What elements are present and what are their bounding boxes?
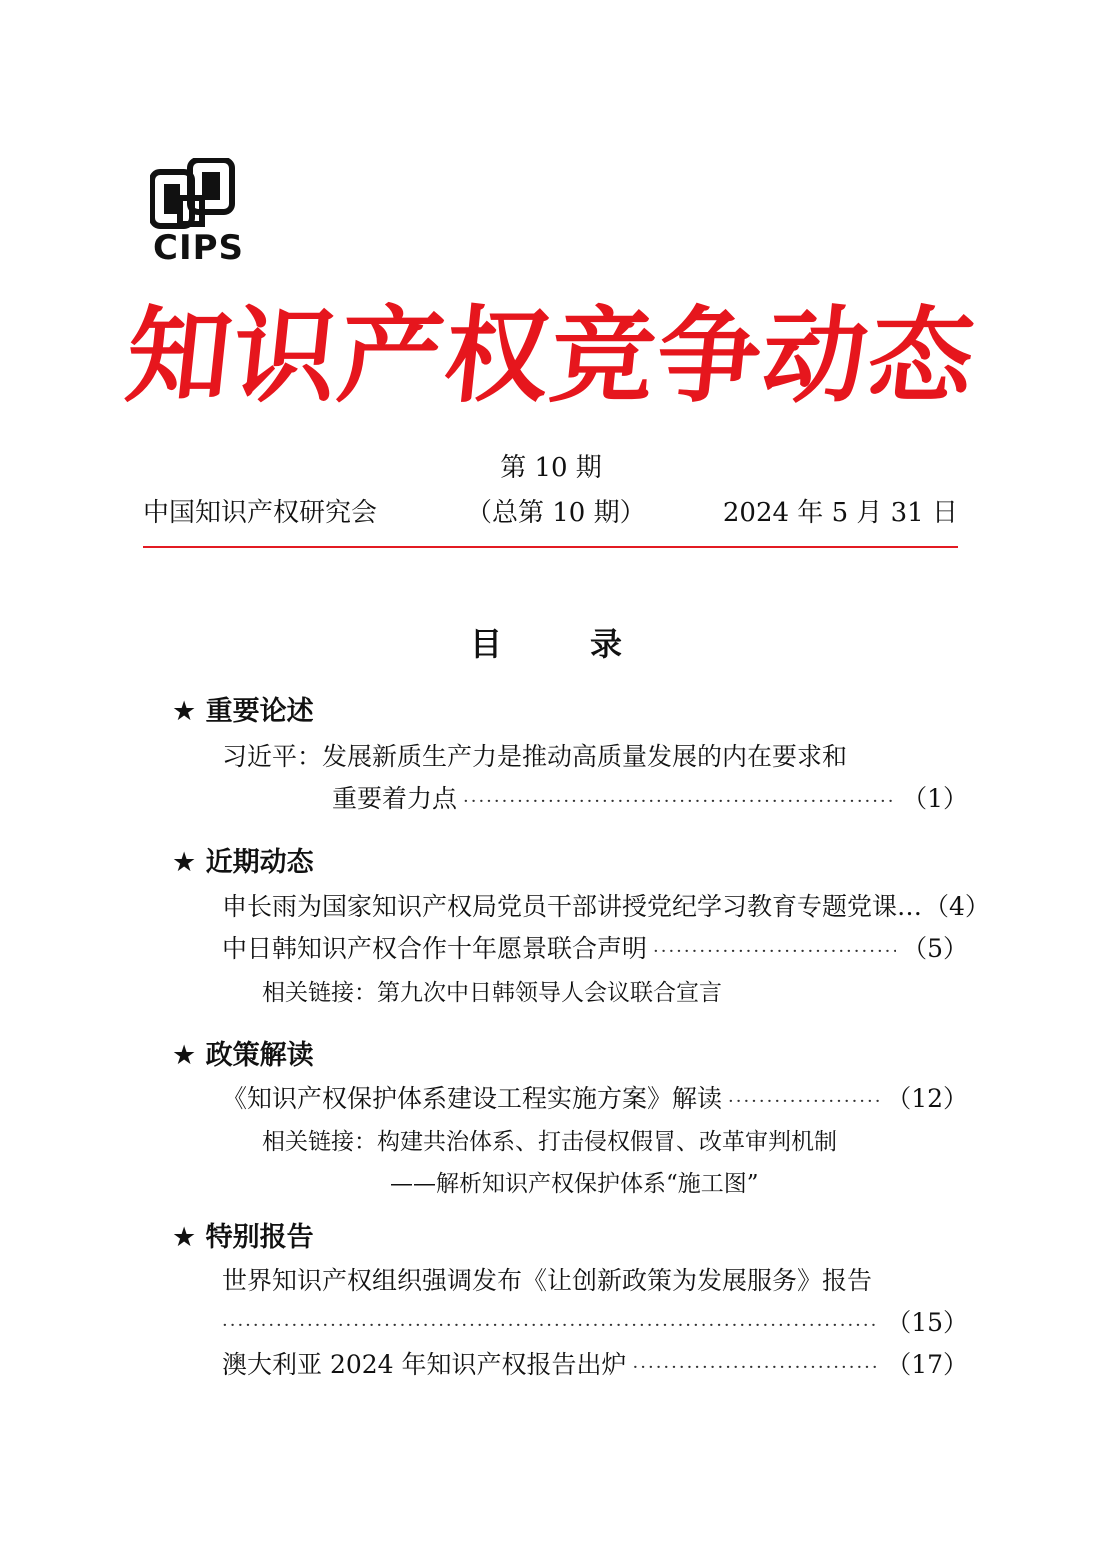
related-link[interactable]: 相关链接：第九次中日韩领导人会议联合宣言 — [262, 980, 722, 1006]
toc-entry-text: 《知识产权保护体系建设工程实施方案》解读 — [222, 1084, 723, 1113]
total-issue: （总第 10 期） — [466, 498, 646, 528]
toc-title — [470, 622, 622, 666]
leader-dots — [222, 1306, 880, 1346]
page-number: （5） — [902, 934, 968, 963]
related-link-continuation[interactable]: ——解析知识产权保护体系“施工图” — [390, 1171, 759, 1197]
toc-entry[interactable] — [332, 779, 968, 819]
toc-entry-text: 申长雨为国家知识产权局党员干部讲授党纪学习教育专题党课… — [222, 892, 923, 921]
toc-title-part2: 录 — [590, 625, 623, 663]
toc-entry-text[interactable]: 世界知识产权组织强调发布《让创新政策为发展服务》报告 — [222, 1266, 873, 1295]
toc-entry-line1[interactable]: 习近平：发展新质生产力是推动高质量发展的内在要求和 — [222, 742, 848, 771]
toc-entry[interactable] — [222, 1303, 968, 1343]
publisher: 中国知识产权研究会 — [143, 498, 378, 528]
toc-entry[interactable] — [222, 1079, 968, 1119]
toc-title-part1: 目 — [470, 625, 503, 663]
leader-dots — [633, 1348, 881, 1388]
page-number: （12） — [886, 1084, 968, 1113]
toc-entry[interactable] — [222, 887, 990, 927]
page-number: （1） — [902, 784, 968, 813]
section-heading-policy: ★ 政策解读 — [172, 1040, 314, 1071]
leader-dots — [728, 1082, 880, 1122]
cips-logo — [150, 158, 236, 230]
red-divider — [143, 546, 958, 548]
page-number: （15） — [886, 1308, 968, 1337]
toc-entry-text: 中日韩知识产权合作十年愿景联合声明 — [222, 934, 648, 963]
issue-number: 第 10 期 — [500, 453, 602, 483]
page-number: （4） — [924, 892, 990, 921]
section-heading-recent: ★ 近期动态 — [172, 847, 314, 878]
masthead-title: 知识产权竞争动态 — [120, 295, 982, 417]
section-heading-important: ★ 重要论述 — [172, 696, 314, 727]
section-heading-special: ★ 特别报告 — [172, 1222, 314, 1253]
leader-dots — [653, 932, 896, 972]
page-number: （17） — [886, 1350, 968, 1379]
toc-entry[interactable] — [222, 1345, 968, 1385]
toc-entry-line2: 重要着力点 — [332, 784, 458, 813]
toc-entry-text: 澳大利亚 2024 年知识产权报告出炉 — [222, 1350, 627, 1379]
toc-entry[interactable] — [222, 929, 968, 969]
logo-text: CIPS — [153, 228, 245, 268]
publication-date: 2024 年 5 月 31 日 — [722, 498, 958, 528]
related-link[interactable]: 相关链接：构建共治体系、打击侵权假冒、改革审判机制 — [262, 1129, 837, 1155]
cips-emblem-icon — [150, 158, 236, 230]
issue-info-row — [143, 493, 958, 533]
leader-dots — [463, 782, 896, 822]
